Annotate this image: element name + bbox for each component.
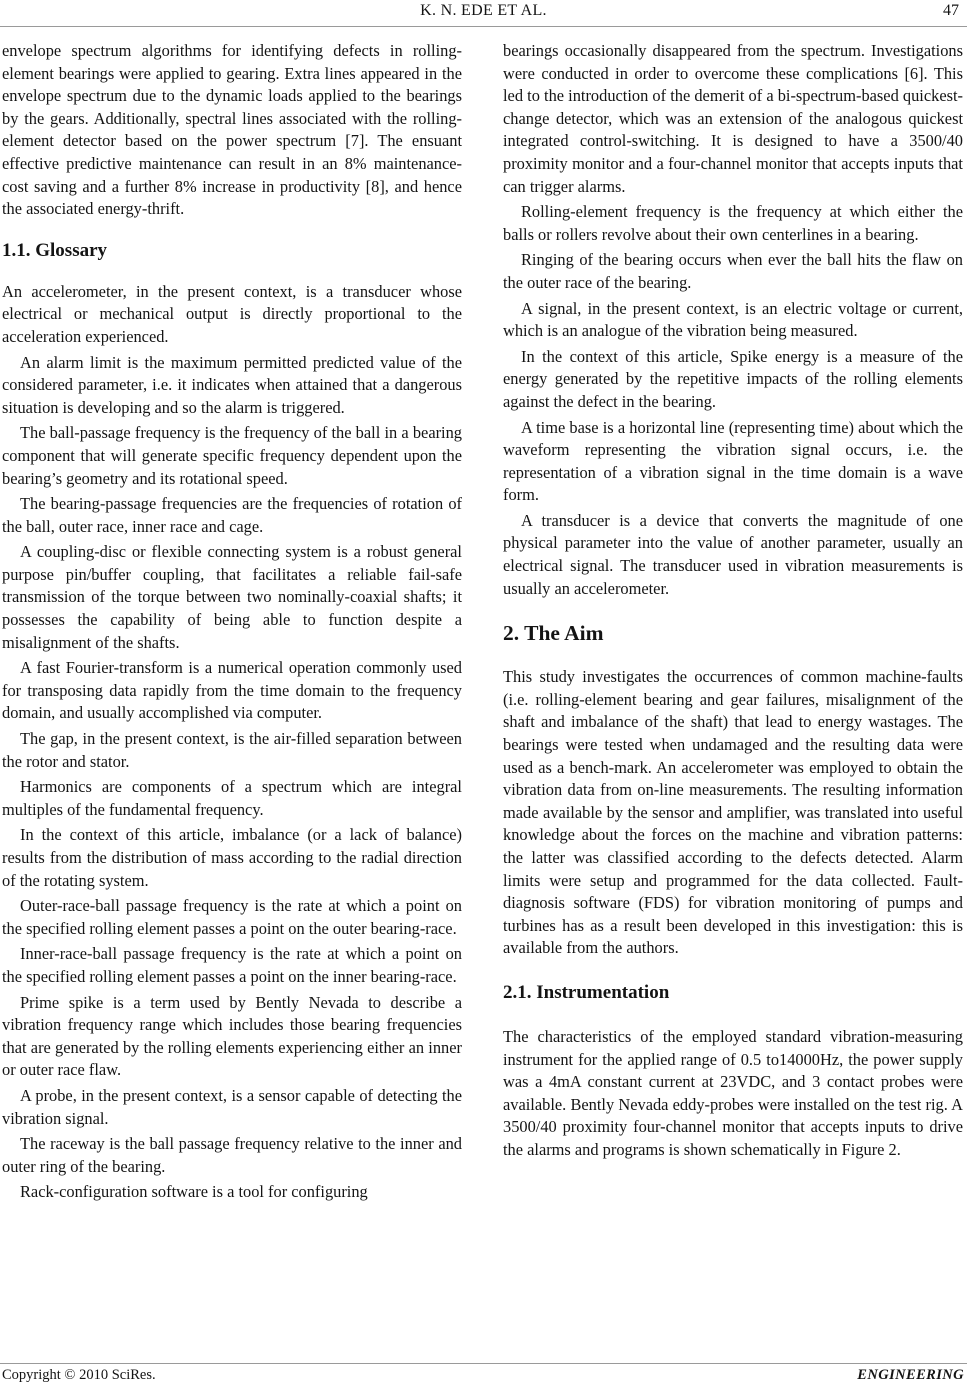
instrumentation-heading: 2.1. Instrumentation [503, 981, 670, 1003]
glossary-entry-time-base: A time base is a horizontal line (representing time) about which the waveform representing the vibration signal occurs, i.e. the representation of a vibration signal in the time domain is a wave form. [503, 417, 963, 505]
glossary-entry-transducer: A transducer is a device that converts the magnitude of one physical parameter into the value of another parameter, usually an electrical signal. The transducer used in vibration measurements is usually an accelerometer. [503, 510, 963, 598]
glossary-entry-rack-configuration: Rack-configuration software is a tool for configuring [20, 1182, 368, 1202]
instrumentation-paragraph: The characteristics of the employed standard vibration-measuring instrument for the applied range of 0.5 to14000Hz, the power supply was a 4mA constant current at 23VDC, and 3 contact probes were available. Bently Nevada eddy-probes were installed on the test rig. A 3500/40 proximity four-channel monitor that accepts inputs to drive the alarms and programs is shown schematically in Figure 2. [503, 1026, 963, 1159]
glossary-entry-gap: The gap, in the present context, is the air-filled separation between the rotor and stator. [2, 729, 462, 771]
footer-rule [0, 1363, 967, 1364]
running-header-authors: K. N. EDE ET AL. [420, 2, 547, 19]
glossary-entry-inner-race: Inner-race-ball passage frequency is the rate at which a point on the specified rolling element passes a point on the inner bearing-race. [2, 944, 462, 986]
aim-paragraph: This study investigates the occurrences of common machine-faults (i.e. rolling-element bearing and gear failures, misalignment of the shaft and imbalance of the shaft) that lead to energy wastages. The bearings were tested when undamaged and the resulting data were used as a bench-mark. An accelerometer was employed to obtain the vibration data from on-line measurements. The resulting information made available by the sensor and amplifier, was translated into useful knowledge about the forces on the machine and vibration patterns: the latter was classified according to the defects detected. Alarm limits were setup and programmed for the data collected. Fault-diagnosis software (FDS) for vibration monitoring of pumps and turbines has as a result been developed in this investigation: this is available from the authors. [503, 667, 963, 958]
journal-name: ENGINEERING [857, 1367, 964, 1383]
glossary-entry-outer-race: Outer-race-ball passage frequency is the rate at which a point on the specified rolling element passes a point on the outer bearing-race. [2, 896, 462, 938]
glossary-entry-accelerometer: An accelerometer, in the present context, is a transducer whose electrical or mechanical output is directly proportional to the acceleration experienced. [2, 281, 462, 346]
glossary-entry-fft: A fast Fourier-transform is a numerical operation commonly used for transposing data rapidly from the time domain to the frequency domain, and usually accomplished via computer. [2, 658, 462, 723]
glossary-entry-rolling-element: Rolling-element frequency is the frequency at which either the balls or rollers revolve about their own centerlines in a bearing. [503, 202, 963, 244]
glossary-entry-imbalance: In the context of this article, imbalance (or a lack of balance) results from the distribution of mass according to the radial direction of the rotating system. [2, 825, 462, 890]
glossary-entry-spike-energy: In the context of this article, Spike energy is a measure of the energy generated by the repetitive impacts of the rolling elements against the defect in the bearing. [503, 346, 963, 411]
glossary-heading: 1.1. Glossary [2, 239, 108, 261]
aim-heading: 2. The Aim [503, 621, 604, 646]
glossary-entry-bearing-passage: The bearing-passage frequencies are the frequencies of rotation of the ball, outer race, inner race and cage. [2, 494, 462, 536]
glossary-entry-prime-spike: Prime spike is a term used by Bently Nevada to describe a vibration frequency range which includes those bearing frequencies that are generated by the rolling elements experiencing either an inner or outer race flaw. [2, 992, 462, 1080]
intro-paragraph: envelope spectrum algorithms for identifying defects in rolling-element bearings were applied to gearing. Extra lines appeared in the envelope spectrum due to the dynamic loads applied to the bearings by the gears. Additionally, spectral lines associated with the rolling-element detector based on the power spectrum [7]. The ensuant effective predictive maintenance can result in an 8% maintenance-cost saving and a further 8% increase in productivity [8], and hence the associated energy-thrift. [2, 41, 462, 219]
copyright-notice: Copyright © 2010 SciRes. [2, 1367, 156, 1383]
continued-paragraph: bearings occasionally disappeared from the spectrum. Investigations were conducted in order to overcome these complications [6]. This led to the introduction of the demerit of a bi-spectrum-based quickest-change detector, which was an extension of the analogous quickest integrated control-switching. It is designed to have a 3500/40 proximity monitor and a four-channel monitor that accepts inputs that can trigger alarms. [503, 41, 963, 196]
glossary-entry-probe: A probe, in the present context, is a sensor capable of detecting the vibration signal. [2, 1085, 462, 1128]
glossary-entry-raceway: The raceway is the ball passage frequency relative to the inner and outer ring of the bearing. [2, 1134, 462, 1176]
header-rule [0, 26, 967, 27]
running-header [0, 0, 967, 26]
glossary-entry-harmonics: Harmonics are components of a spectrum which are integral multiples of the fundamental frequency. [2, 777, 462, 819]
glossary-entry-ringing: Ringing of the bearing occurs when ever the ball hits the flaw on the outer race of the bearing. [503, 250, 963, 292]
right-column [503, 40, 963, 1162]
page-footer [0, 1367, 967, 1385]
glossary-entry-signal: A signal, in the present context, is an electric voltage or current, which is an analogue of the vibration being measured. [503, 298, 963, 341]
glossary-entry-alarm-limit: An alarm limit is the maximum permitted predicted value of the considered parameter, i.e. it indicates when attained that a dangerous situation is developing and so the alarm is triggered. [2, 352, 462, 417]
glossary-entry-ball-passage: The ball-passage frequency is the frequency of the ball in a bearing component that will generate specific frequency dependent upon the bearing’s geometry and its rotational speed. [2, 423, 462, 488]
glossary-entry-coupling: A coupling-disc or flexible connecting system is a robust general purpose pin/buffer coupling, that facilitates a reliable fail-safe transmission of the torque between two nominally-coaxial shafts; it possesses the capability of being able to function despite a misalignment of the shafts. [2, 542, 462, 652]
left-column [2, 40, 462, 1204]
page-number: 47 [943, 2, 959, 19]
